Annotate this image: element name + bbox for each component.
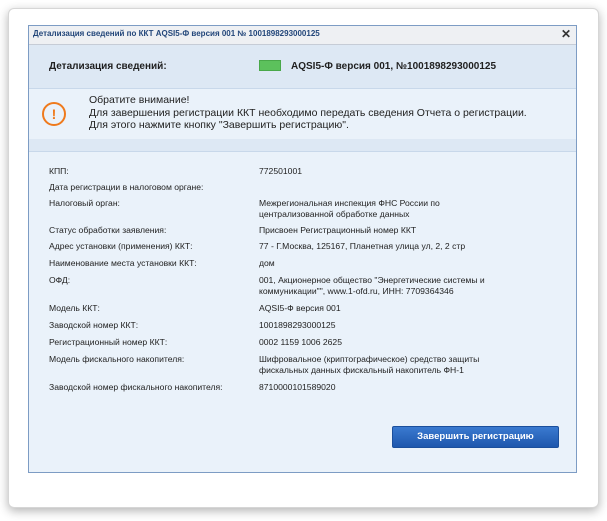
detail-value-line: Шифровальное (криптографическое) средство защиты (259, 354, 480, 364)
detail-label: Адрес установки (применения) ККТ: (49, 241, 193, 251)
notice-text (89, 94, 527, 132)
details-header (29, 45, 576, 88)
dialog-titlebar[interactable] (29, 26, 576, 45)
detail-label: Заводской номер ККТ: (49, 320, 139, 330)
notice-heading: Обратите внимание! (89, 94, 190, 106)
detail-label: Дата регистрации в налоговом органе: (49, 182, 204, 192)
detail-label: Наименование места установки ККТ: (49, 258, 197, 268)
notice-line-2: Для завершения регистрации ККТ необходимо передать сведения Отчета о регистрации. (89, 106, 527, 119)
detail-label: Модель фискального накопителя: (49, 354, 185, 364)
detail-label: Налоговый орган: (49, 198, 120, 208)
detail-value-line: Межрегиональная инспекция ФНС России по (259, 198, 440, 208)
detail-value-line: 772501001 (259, 166, 303, 176)
detail-value-line: фискальных данных фискальный накопитель ФН-1 (259, 365, 464, 375)
detail-value (259, 303, 554, 314)
detail-value-line: централизованной обработке данных (259, 209, 410, 219)
detail-label: Заводской номер фискального накопителя: (49, 382, 223, 392)
detail-value (259, 166, 554, 177)
device-title: AQSI5-Ф версия 001, №1001898293000125 (291, 61, 497, 72)
detail-label: Статус обработки заявления: (49, 225, 167, 235)
detail-value-line: 1001898293000125 (259, 320, 336, 330)
detail-value-line: AQSI5-Ф версия 001 (259, 303, 341, 313)
detail-value-line: коммуникации"", www.1-ofd.ru, ИНН: 7709364346 (259, 286, 454, 296)
separator-band (29, 139, 576, 151)
detail-value (259, 275, 554, 297)
detail-label: ОФД: (49, 275, 71, 285)
dialog-title: Детализация сведений по ККТ AQSI5-Ф версия 001 № 1001898293000125 (33, 29, 320, 38)
complete-registration-button[interactable]: Завершить регистрацию (392, 426, 559, 448)
detail-value (259, 337, 554, 348)
notice-line-3: Для этого нажмите кнопку "Завершить регистрацию". (89, 119, 349, 131)
detail-value-line: дом (259, 258, 275, 268)
detail-value (259, 198, 554, 220)
detail-value (259, 382, 554, 393)
detail-label: КПП: (49, 166, 69, 176)
detail-label: Модель ККТ: (49, 303, 100, 313)
detail-label: Регистрационный номер ККТ: (49, 337, 168, 347)
detail-value (259, 320, 554, 331)
detail-value-line: 001, Акционерное общество "Энергетические системы и (259, 275, 485, 285)
detail-value-line: 0002 1159 1006 2625 (259, 337, 342, 347)
detail-value-line: 8710000101589020 (259, 382, 336, 392)
notice-panel (29, 88, 576, 140)
detail-value-line: Присвоен Регистрационный номер ККТ (259, 225, 417, 235)
detail-value (259, 258, 554, 269)
detail-value-line: 77 - Г.Москва, 125167, Планетная улица ул, 2, 2 стр (259, 241, 466, 251)
warning-icon: ! (42, 102, 66, 126)
detail-value (259, 225, 554, 236)
status-indicator (259, 60, 281, 71)
close-icon[interactable]: ✕ (560, 27, 571, 41)
detail-value (259, 241, 554, 252)
detail-value (259, 354, 554, 376)
details-panel (29, 151, 576, 472)
details-dialog (28, 25, 577, 473)
details-header-label: Детализация сведений: (49, 61, 167, 72)
